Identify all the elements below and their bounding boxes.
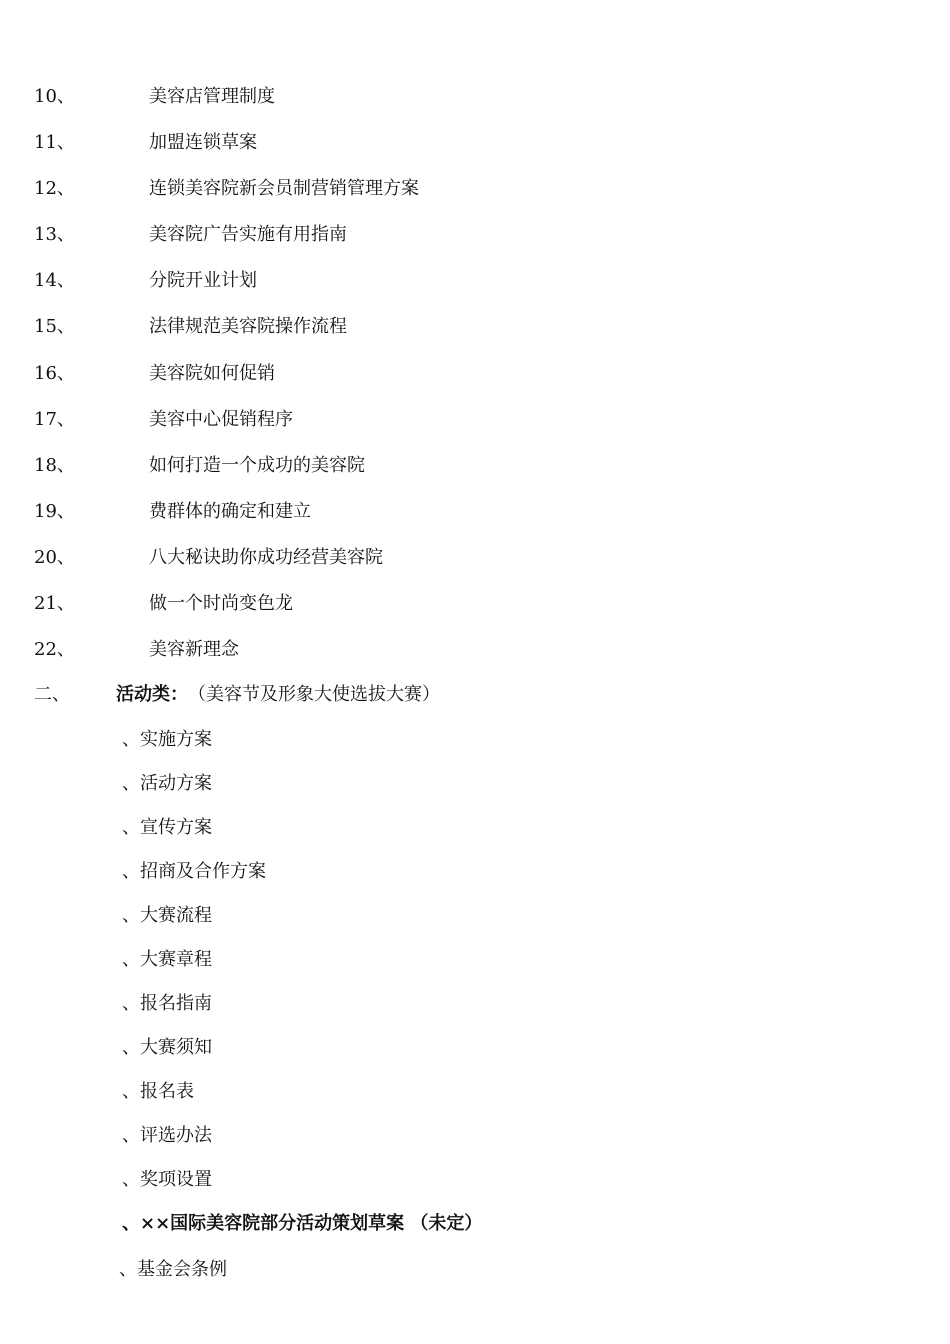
item-number: 20、 — [34, 546, 75, 568]
numbered-list — [34, 85, 419, 684]
sub-item: 、招商及合作方案 — [122, 861, 266, 882]
sub-item: 、大赛章程 — [122, 949, 212, 970]
section-heading — [34, 683, 440, 709]
item-text: 分院开业计划 — [149, 270, 257, 292]
item-number: 18、 — [34, 454, 75, 476]
list-item — [34, 454, 419, 500]
list-item — [34, 315, 419, 361]
list-item — [34, 223, 419, 269]
section-number: 二、 — [34, 684, 70, 705]
sub-item: 、奖项设置 — [122, 1169, 212, 1190]
sub-item: 、大赛流程 — [122, 905, 212, 926]
item-text: 如何打造一个成功的美容院 — [149, 454, 365, 476]
item-number: 17、 — [34, 408, 75, 430]
list-item — [34, 85, 419, 131]
sub-item: 、报名表 — [122, 1081, 194, 1102]
item-text: 做一个时尚变色龙 — [149, 593, 293, 615]
item-text: 美容院广告实施有用指南 — [149, 224, 347, 246]
sub-item: 、活动方案 — [122, 773, 212, 794]
item-text: 美容新理念 — [149, 639, 239, 661]
sub-list — [122, 728, 482, 1256]
sub-item: 、报名指南 — [122, 993, 212, 1014]
item-number: 14、 — [34, 270, 75, 292]
item-text: 费群体的确定和建立 — [149, 500, 311, 522]
item-number: 15、 — [34, 316, 75, 338]
item-number: 21、 — [34, 593, 75, 615]
item-text: 美容院如何促销 — [149, 362, 275, 384]
item-number: 10、 — [34, 86, 75, 107]
item-text: 八大秘诀助你成功经营美容院 — [149, 546, 383, 568]
item-text: 法律规范美容院操作流程 — [149, 316, 347, 338]
section-subtitle: （美容节及形象大使选拔大赛） — [188, 684, 440, 705]
sub-item: 、实施方案 — [122, 729, 212, 750]
item-text: 加盟连锁草案 — [149, 132, 257, 154]
last-sub-item: 、基金会条例 — [119, 1259, 227, 1280]
list-item — [34, 362, 419, 408]
list-item — [34, 592, 419, 638]
item-number: 16、 — [34, 362, 75, 384]
list-item — [34, 269, 419, 315]
item-number: 19、 — [34, 500, 75, 522]
item-number: 13、 — [34, 224, 75, 246]
list-item — [34, 177, 419, 223]
list-item — [34, 638, 419, 684]
section-title: 活动类： — [116, 684, 188, 705]
item-number: 11、 — [34, 132, 75, 154]
list-item — [34, 408, 419, 454]
item-text: 美容店管理制度 — [149, 86, 275, 107]
list-item — [34, 131, 419, 177]
item-number: 22、 — [34, 639, 75, 661]
item-text: 美容中心促销程序 — [149, 408, 293, 430]
item-text: 连锁美容院新会员制营销管理方案 — [149, 178, 419, 200]
sub-item: 、宣传方案 — [122, 817, 212, 838]
item-number: 12、 — [34, 178, 75, 200]
sub-item: 、大赛须知 — [122, 1037, 212, 1058]
sub-item-bold: 、××国际美容院部分活动策划草案 （未定） — [122, 1213, 483, 1234]
sub-item: 、评选办法 — [122, 1125, 212, 1146]
list-item — [34, 500, 419, 546]
list-item — [34, 546, 419, 592]
